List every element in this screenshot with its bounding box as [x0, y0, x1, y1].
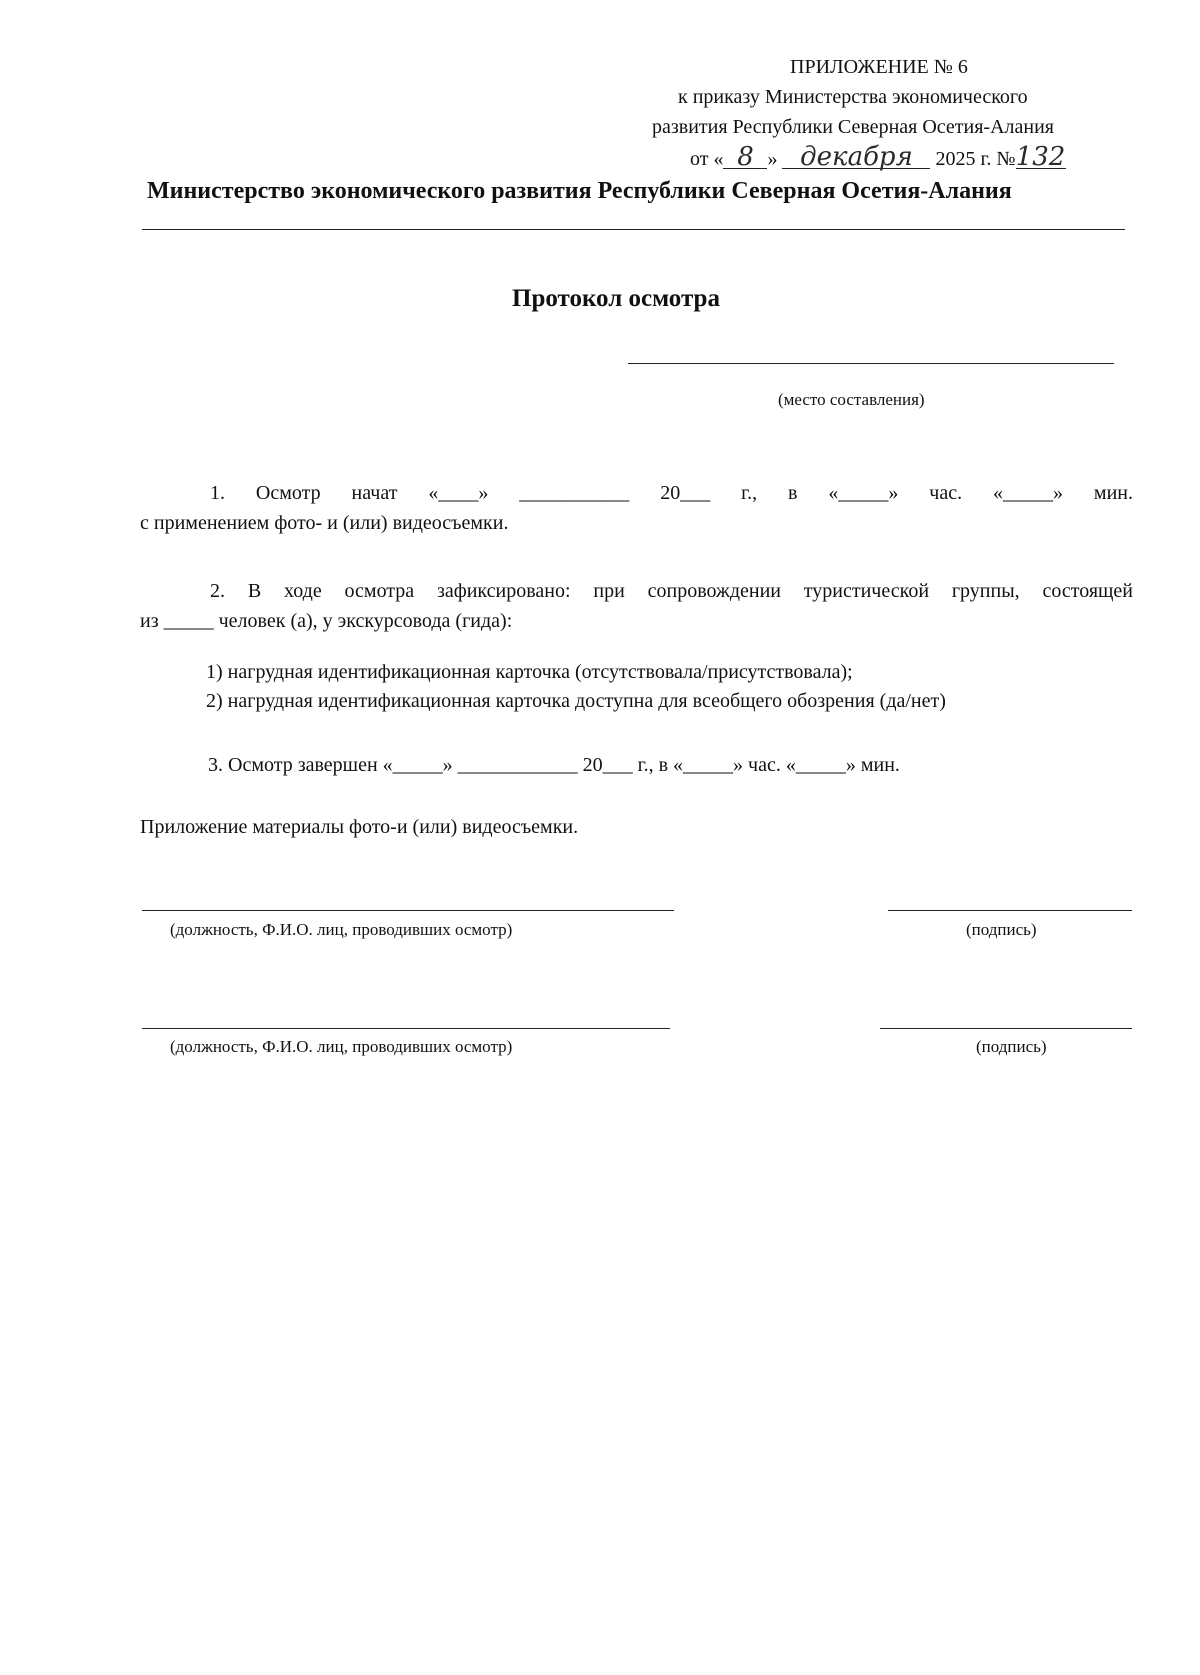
ministry-name: Министерство экономического развития Республики Северная Осетия-Алания — [147, 178, 1012, 204]
date-year: 2025 г. № — [935, 148, 1016, 170]
item-2-line1: 2. В ходе осмотра зафиксировано: при сопровождении туристической группы, состоящей — [210, 580, 1133, 602]
item-2-line2: из _____ человек (а), у экскурсовода (гида): — [140, 610, 513, 632]
ministry-divider — [142, 229, 1125, 230]
date-prefix: от « — [690, 148, 724, 170]
order-date-line — [690, 142, 1066, 172]
position-caption-1: (должность, Ф.И.О. лиц, проводивших осмотр) — [170, 920, 513, 939]
signature-line-2 — [880, 1028, 1132, 1029]
position-line-1 — [142, 910, 674, 911]
attachment-note: Приложение материалы фото-и (или) видеосъемки. — [140, 816, 579, 838]
date-day-handwritten: 8 — [723, 146, 767, 169]
appendix-title: ПРИЛОЖЕНИЕ № 6 — [790, 56, 968, 78]
item-1-line2: с применением фото- и (или) видеосъемки. — [140, 512, 509, 534]
document-title: Протокол осмотра — [512, 285, 720, 312]
date-mid: » — [767, 148, 778, 170]
item-1-line1: 1. Осмотр начат «____» ___________ 20___ г., в «_____» час. «_____» мин. — [210, 482, 1133, 504]
signature-caption-1: (подпись) — [966, 920, 1037, 939]
date-month-handwritten: декабря — [782, 146, 930, 169]
order-reference-line1: к приказу Министерства экономического — [678, 86, 1028, 108]
subitem-1: 1) нагрудная идентификационная карточка (отсутствовала/присутствовала); — [206, 661, 853, 683]
place-caption: (место составления) — [778, 390, 925, 409]
order-number-handwritten: 132 — [1015, 142, 1066, 172]
position-line-2 — [142, 1028, 670, 1029]
subitem-2: 2) нагрудная идентификационная карточка доступна для всеобщего обозрения (да/нет) — [206, 690, 946, 712]
order-reference-line2: развития Республики Северная Осетия-Алания — [652, 116, 1054, 138]
item-3: 3. Осмотр завершен «_____» ____________ 20___ г., в «_____» час. «_____» мин. — [208, 754, 900, 776]
signature-caption-2: (подпись) — [976, 1037, 1047, 1056]
place-line — [628, 363, 1114, 364]
signature-line-1 — [888, 910, 1132, 911]
position-caption-2: (должность, Ф.И.О. лиц, проводивших осмотр) — [170, 1037, 513, 1056]
